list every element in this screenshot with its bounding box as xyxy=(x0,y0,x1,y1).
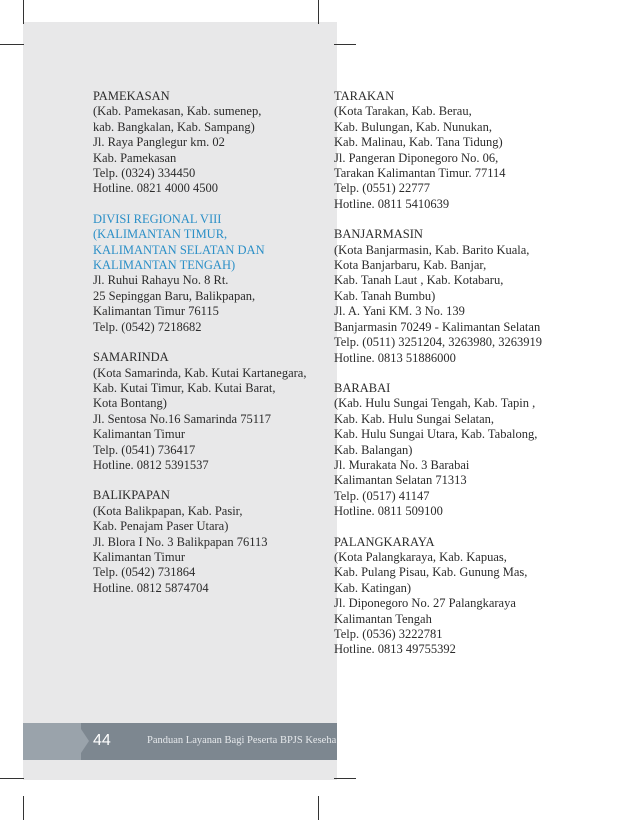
crop-mark-top-left-vertical xyxy=(23,0,24,24)
phone-line: Telp. (0551) 22777 xyxy=(334,181,430,196)
address-line: Jl. Murakata No. 3 Barabai xyxy=(334,457,470,472)
address-line: Jl. Blora I No. 3 Balikpapan 76113 xyxy=(93,534,268,549)
phone-line: Telp. (0517) 41147 xyxy=(334,488,430,503)
office-name: PALANGKARAYA xyxy=(334,534,435,549)
address-line: Jl. Sentosa No.16 Samarinda 75117 xyxy=(93,411,271,426)
footer-chevron-shape xyxy=(77,723,89,759)
crop-mark-top-right-horizontal xyxy=(334,44,356,45)
division-heading: KALIMANTAN TENGAH) xyxy=(93,258,236,273)
coverage-line: Kab. Bulungan, Kab. Nunukan, xyxy=(334,119,492,134)
phone-line: Telp. (0541) 736417 xyxy=(93,442,196,457)
address-line: Kalimantan Selatan 71313 xyxy=(334,473,467,488)
coverage-line: (Kota Tarakan, Kab. Berau, xyxy=(334,104,472,119)
address-line: Jl. Diponegoro No. 27 Palangkaraya xyxy=(334,596,516,611)
address-line: Banjarmasin 70249 - Kalimantan Selatan xyxy=(334,319,541,334)
crop-mark-top-left-horizontal xyxy=(0,44,24,45)
coverage-line: (Kota Palangkaraya, Kab. Kapuas, xyxy=(334,549,507,564)
coverage-line: (Kota Balikpapan, Kab. Pasir, xyxy=(93,503,243,518)
crop-mark-bottom-left-horizontal xyxy=(0,778,24,779)
footer-title: Panduan Layanan Bagi Peserta BPJS Keseha xyxy=(147,735,337,746)
page-number: 44 xyxy=(93,732,111,749)
coverage-line: (Kab. Pamekasan, Kab. sumenep, xyxy=(93,104,262,119)
regional-division-viii xyxy=(93,212,306,335)
address-line: Jl. Pangeran Diponegoro No. 06, xyxy=(334,150,499,165)
address-line: Tarakan Kalimantan Timur. 77114 xyxy=(334,166,506,181)
crop-mark-bottom-right-vertical xyxy=(318,796,319,820)
coverage-line: Kab. Kutai Timur, Kab. Kutai Barat, xyxy=(93,380,276,395)
hotline-line: Hotline. 0821 4000 4500 xyxy=(93,181,218,196)
hotline-line: Hotline. 0813 49755392 xyxy=(334,642,456,657)
right-column xyxy=(334,89,542,673)
office-name: BALIKPAPAN xyxy=(93,488,170,503)
hotline-line: Hotline. 0811 509100 xyxy=(334,504,443,519)
coverage-line: (Kota Banjarmasin, Kab. Barito Kuala, xyxy=(334,242,530,257)
coverage-line: Kab. Katingan) xyxy=(334,580,412,595)
hotline-line: Hotline. 0811 5410639 xyxy=(334,196,450,211)
coverage-line: kab. Bangkalan, Kab. Sampang) xyxy=(93,119,255,134)
office-name: PAMEKASAN xyxy=(93,89,170,103)
address-line: Kab. Pamekasan xyxy=(93,150,177,165)
hotline-line: Hotline. 0813 51886000 xyxy=(334,350,456,365)
hotline-line: Hotline. 0812 5874704 xyxy=(93,580,209,595)
address-line: Kalimantan Timur xyxy=(93,427,186,442)
left-column xyxy=(93,89,306,611)
coverage-line: Kota Bontang) xyxy=(93,396,167,411)
division-heading: KALIMANTAN SELATAN DAN xyxy=(93,242,265,257)
phone-line: Telp. (0536) 3222781 xyxy=(334,627,443,641)
office-name: BARABAI xyxy=(334,380,391,395)
address-line: Kalimantan Timur 76115 xyxy=(93,304,219,319)
coverage-line: (Kab. Hulu Sungai Tengah, Kab. Tapin , xyxy=(334,396,536,411)
address-line: Kalimantan Tengah xyxy=(334,611,432,626)
coverage-line: Kab. Penajam Paser Utara) xyxy=(93,519,229,534)
address-line: Jl. A. Yani KM. 3 No. 139 xyxy=(334,304,465,319)
hotline-line: Hotline. 0812 5391537 xyxy=(93,457,209,472)
phone-line: Telp. (0324) 334450 xyxy=(93,166,196,181)
footer-tab xyxy=(23,723,81,760)
coverage-line: Kab. Kab. Hulu Sungai Selatan, xyxy=(334,411,495,426)
coverage-line: Kab. Malinau, Kab. Tana Tidung) xyxy=(334,135,503,150)
phone-line: Telp. (0542) 731864 xyxy=(93,565,196,580)
coverage-line: Kab. Hulu Sungai Utara, Kab. Tabalong, xyxy=(334,427,538,442)
office-barabai xyxy=(334,381,542,520)
coverage-line: Kab. Tanah Bumbu) xyxy=(334,288,436,303)
footer-bar xyxy=(23,723,337,760)
office-name: TARAKAN xyxy=(334,89,395,103)
office-pamekasan xyxy=(93,89,306,197)
address-line: Jl. Ruhui Rahayu No. 8 Rt. xyxy=(93,273,229,288)
coverage-line: Kab. Balangan) xyxy=(334,442,413,457)
coverage-line: Kota Banjarbaru, Kab. Banjar, xyxy=(334,258,487,273)
office-balikpapan xyxy=(93,488,306,596)
address-line: Jl. Raya Panglegur km. 02 xyxy=(93,135,225,150)
crop-mark-top-right-vertical xyxy=(318,0,319,24)
address-line: Kalimantan Timur xyxy=(93,549,186,564)
office-name: SAMARINDA xyxy=(93,350,169,365)
phone-line: Telp. (0511) 3251204, 3263980, 3263919 xyxy=(334,335,543,350)
crop-mark-bottom-left-vertical xyxy=(23,796,24,820)
division-heading: (KALIMANTAN TIMUR, xyxy=(93,227,228,242)
phone-line: Telp. (0542) 7218682 xyxy=(93,319,202,334)
office-tarakan xyxy=(334,89,542,212)
division-heading: DIVISI REGIONAL VIII xyxy=(93,211,222,226)
crop-mark-bottom-right-horizontal xyxy=(334,778,356,779)
office-banjarmasin xyxy=(334,227,542,366)
office-name: BANJARMASIN xyxy=(334,227,423,242)
office-palangkaraya xyxy=(334,535,542,658)
coverage-line: Kab. Pulang Pisau, Kab. Gunung Mas, xyxy=(334,565,528,580)
coverage-line: Kab. Tanah Laut , Kab. Kotabaru, xyxy=(334,273,504,288)
coverage-line: (Kota Samarinda, Kab. Kutai Kartanegara, xyxy=(93,365,307,380)
office-samarinda xyxy=(93,350,306,473)
address-line: 25 Sepinggan Baru, Balikpapan, xyxy=(93,288,256,303)
